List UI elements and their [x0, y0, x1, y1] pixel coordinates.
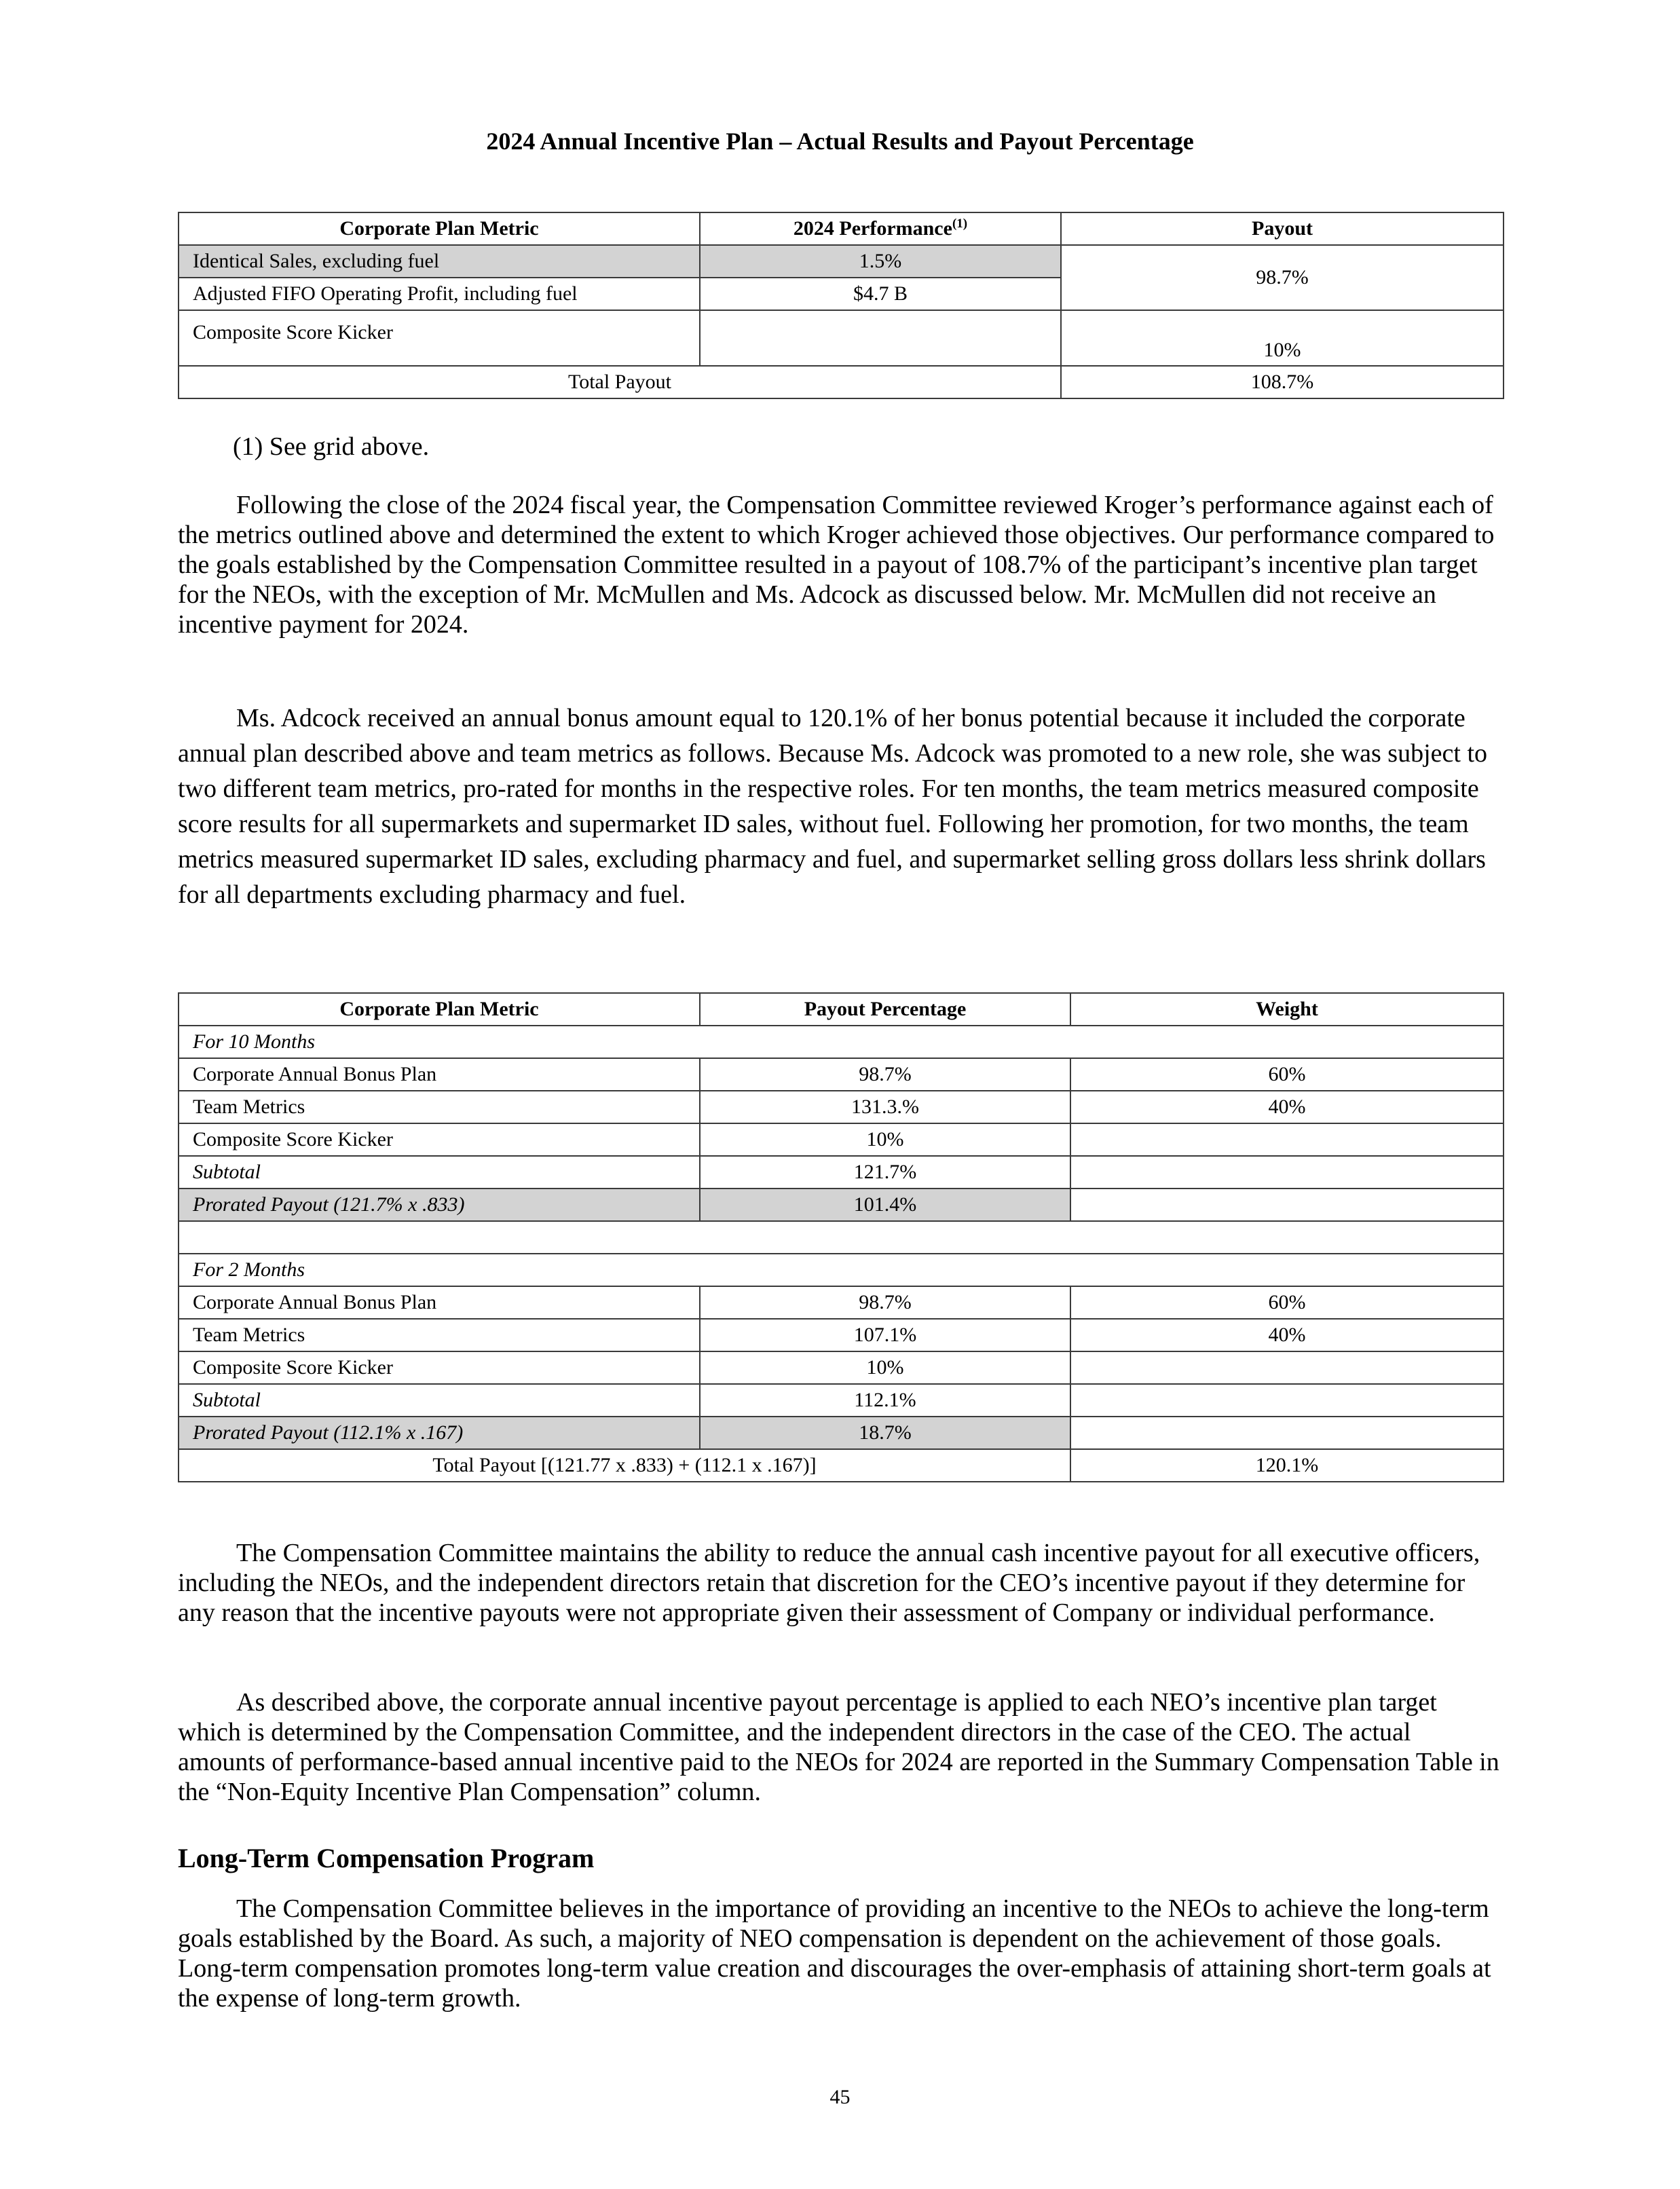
page-title: 2024 Annual Incentive Plan – Actual Results and Payout Percentage — [486, 128, 1194, 155]
prorated-payout-table — [178, 992, 1504, 1482]
table-row — [179, 1417, 1504, 1449]
payout-cell: 121.7% — [700, 1156, 1070, 1189]
metric-cell: Team Metrics — [179, 1319, 700, 1351]
column-header: Payout — [1061, 212, 1504, 245]
metric-cell: Composite Score Kicker — [179, 310, 700, 366]
metric-cell: Team Metrics — [179, 1091, 700, 1123]
table-row — [179, 1286, 1504, 1319]
table-row — [179, 1189, 1504, 1221]
paragraph: The Compensation Committee believes in the importance of providing an incentive to the NEOs to achieve the long-term goals established by the Board. As such, a majority of NEO compensation is dependent on the achievement of those goals. Long-term compensation promotes long-term value creation and discourages the over-emphasis of attaining short-term goals at the expense of long-term growth. — [178, 1894, 1491, 2013]
spacer-row — [179, 1221, 1504, 1254]
performance-cell: 1.5% — [700, 245, 1061, 278]
spacer-cell — [179, 1221, 1504, 1254]
weight-cell — [1070, 1384, 1504, 1417]
column-header: Corporate Plan Metric — [179, 993, 700, 1026]
performance-cell — [700, 310, 1061, 366]
metric-cell: Prorated Payout (112.1% x .167) — [179, 1417, 700, 1449]
performance-cell: $4.7 B — [700, 278, 1061, 310]
metric-cell: Subtotal — [179, 1156, 700, 1189]
total-label: Total Payout — [179, 366, 1061, 398]
table-row — [179, 1091, 1504, 1123]
paragraph: Ms. Adcock received an annual bonus amount equal to 120.1% of her bonus potential because it included the corporate annual plan described above and team metrics as follows. Because Ms. Adcock was promoted to a new role, she was subject to two different team metrics, pro-rated for months in the respective roles. For ten months, the team metrics measured composite score results for all supermarkets and supermarket ID sales, without fuel. Following her promotion, for two months, the team metrics measured supermarket ID sales, excluding pharmacy and fuel, and supermarket selling gross dollars less shrink dollars for all departments excluding pharmacy and fuel. — [178, 704, 1488, 909]
weight-cell: 40% — [1070, 1091, 1504, 1123]
footnote: (1) See grid above. — [233, 432, 430, 461]
total-label: Total Payout [(121.77 x .833) + (112.1 x .167)] — [179, 1449, 1070, 1482]
metric-cell: Subtotal — [179, 1384, 700, 1417]
section-label: For 10 Months — [179, 1026, 1504, 1058]
paragraph: As described above, the corporate annual incentive payout percentage is applied to each NEO’s incentive plan target which is determined by the Compensation Committee, and the independent directors in the case of the CEO. The actual amounts of performance-based annual incentive paid to the NEOs for 2024 are reported in the Summary Compensation Table in the “Non-Equity Incentive Plan Compensation” column. — [178, 1688, 1499, 1806]
column-header: Corporate Plan Metric — [179, 212, 700, 245]
section-heading: Long-Term Compensation Program — [178, 1843, 595, 1873]
table-row — [179, 1351, 1504, 1384]
column-header: Payout Percentage — [700, 993, 1070, 1026]
payout-cell: 10% — [700, 1351, 1070, 1384]
total-value: 120.1% — [1070, 1449, 1504, 1482]
metric-cell: Composite Score Kicker — [179, 1123, 700, 1156]
payout-cell: 112.1% — [700, 1384, 1070, 1417]
weight-cell: 60% — [1070, 1058, 1504, 1091]
footnote-mark: (1) — [952, 217, 968, 231]
table-row — [179, 1058, 1504, 1091]
table-row — [179, 1123, 1504, 1156]
metric-cell: Prorated Payout (121.7% x .833) — [179, 1189, 700, 1221]
section-label: For 2 Months — [179, 1254, 1504, 1286]
metric-cell: Adjusted FIFO Operating Profit, including fuel — [179, 278, 700, 310]
payout-cell: 10% — [1061, 310, 1504, 366]
weight-cell — [1070, 1123, 1504, 1156]
table-row — [179, 1156, 1504, 1189]
section-label-row — [179, 1254, 1504, 1286]
total-row — [179, 1449, 1504, 1482]
payout-cell: 98.7% — [700, 1058, 1070, 1091]
metric-cell: Corporate Annual Bonus Plan — [179, 1058, 700, 1091]
payout-cell: 18.7% — [700, 1417, 1070, 1449]
table-header-row — [179, 212, 1504, 245]
actual-results-table — [178, 212, 1504, 399]
metric-cell: Identical Sales, excluding fuel — [179, 245, 700, 278]
weight-cell — [1070, 1189, 1504, 1221]
page-number: 45 — [829, 2086, 851, 2108]
paragraph: The Compensation Committee maintains the ability to reduce the annual cash incentive payout for all executive officers, including the NEOs, and the independent directors retain that discretion for the CEO’s incentive payout if they determine for any reason that the incentive payouts were not appropriate given their assessment of Company or individual performance. — [178, 1539, 1480, 1627]
weight-cell — [1070, 1417, 1504, 1449]
total-row — [179, 366, 1504, 398]
table-row — [179, 1319, 1504, 1351]
metric-cell: Corporate Annual Bonus Plan — [179, 1286, 700, 1319]
payout-cell: 98.7% — [700, 1286, 1070, 1319]
column-header-label: 2024 Performance — [793, 217, 952, 240]
payout-cell: 10% — [700, 1123, 1070, 1156]
payout-cell: 131.3.% — [700, 1091, 1070, 1123]
paragraph: Following the close of the 2024 fiscal year, the Compensation Committee reviewed Kroger’s performance against each of the metrics outlined above and determined the extent to which Kroger achieved those objectives. Our performance compared to the goals established by the Compensation Committee resulted in a payout of 108.7% of the participant’s incentive plan target for the NEOs, with the exception of Mr. McMullen and Ms. Adcock as discussed below. Mr. McMullen did not receive an incentive payment for 2024. — [178, 491, 1495, 639]
payout-cell: 98.7% — [1061, 245, 1504, 310]
table-header-row — [179, 993, 1504, 1026]
payout-cell: 101.4% — [700, 1189, 1070, 1221]
table-row — [179, 1384, 1504, 1417]
weight-cell: 40% — [1070, 1319, 1504, 1351]
weight-cell — [1070, 1351, 1504, 1384]
table-row — [179, 245, 1504, 278]
column-header: Weight — [1070, 993, 1504, 1026]
total-value: 108.7% — [1061, 366, 1504, 398]
payout-cell: 107.1% — [700, 1319, 1070, 1351]
weight-cell — [1070, 1156, 1504, 1189]
section-label-row — [179, 1026, 1504, 1058]
weight-cell: 60% — [1070, 1286, 1504, 1319]
metric-cell: Composite Score Kicker — [179, 1351, 700, 1384]
table-row — [179, 310, 1504, 366]
column-header — [700, 212, 1061, 245]
